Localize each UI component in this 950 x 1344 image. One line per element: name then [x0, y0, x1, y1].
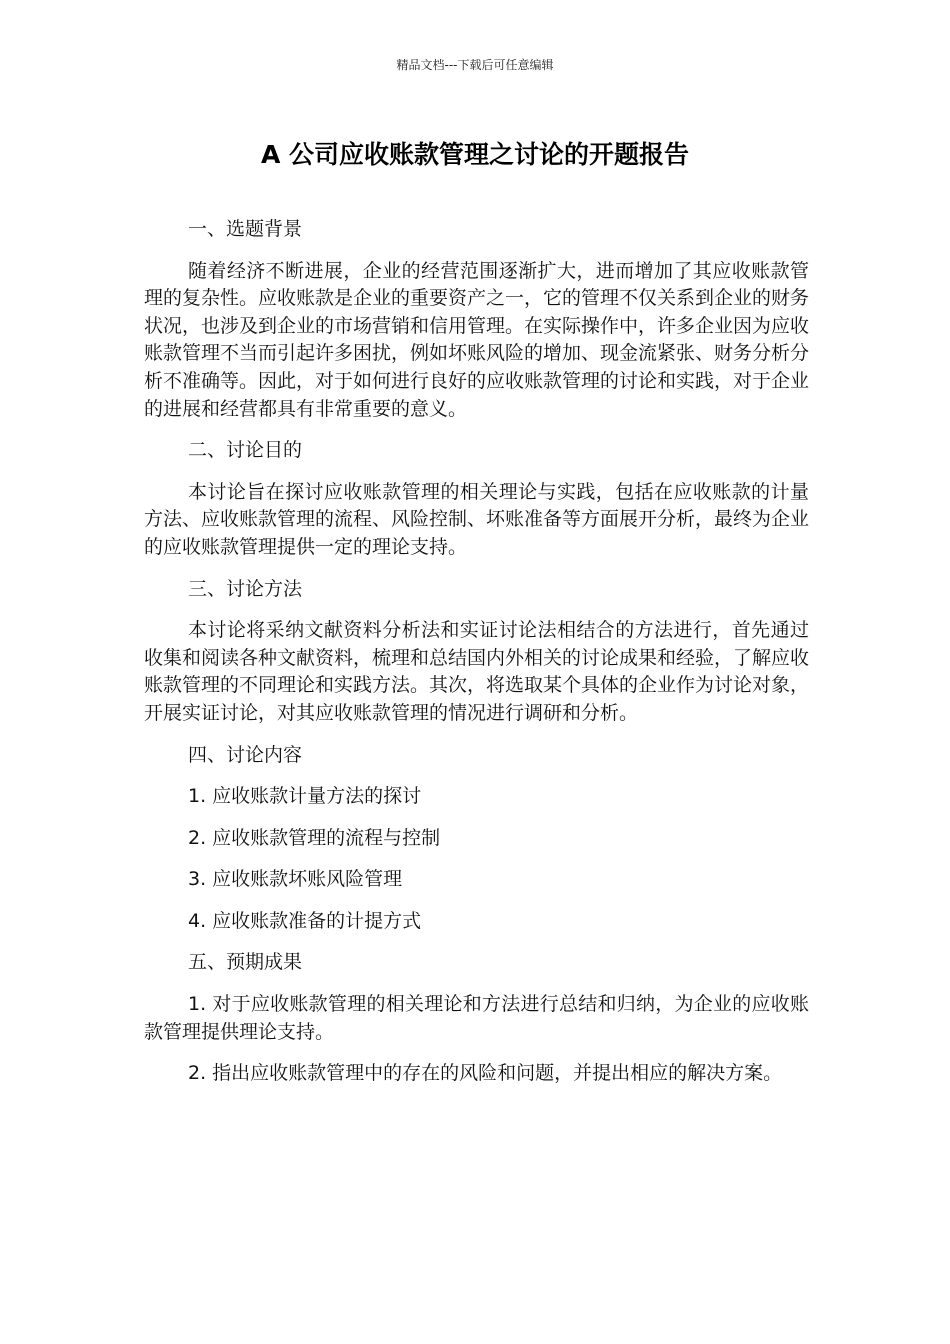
list-item: 2. 应收账款管理的流程与控制	[188, 826, 441, 849]
document-body	[144, 216, 809, 1102]
section-heading-content: 四、讨论内容	[188, 743, 303, 766]
paragraph-background: 随着经济不断进展，企业的经营范围逐渐扩大，进而增加了其应收账款管理的复杂性。应收账款是企业的重要资产之一，它的管理不仅关系到企业的财务状况，也涉及到企业的市场营销和信用管理。在实际操作中，许多企业因为应收账款管理不当而引起许多困扰，例如坏账风险的增加、现金流紧张、财务分析分析不准确等。因此，对于如何进行良好的应收账款管理的讨论和实践，对于企业的进展和经营都具有非常重要的意义。	[144, 259, 810, 420]
header-note: 精品文档---下载后可任意编辑	[396, 58, 554, 72]
document-title: A 公司应收账款管理之讨论的开题报告	[260, 140, 690, 169]
result-item: 2. 指出应收账款管理中的存在的风险和问题，并提出相应的解决方案。	[188, 1062, 783, 1085]
list-item: 1. 应收账款计量方法的探讨	[188, 785, 422, 808]
result-item: 1. 对于应收账款管理的相关理论和方法进行总结和归纳，为企业的应收账款管理提供理论支持。	[144, 993, 809, 1043]
paragraph-purpose: 本讨论旨在探讨应收账款管理的相关理论与实践，包括在应收账款的计量方法、应收账款管理的流程、风险控制、坏账准备等方面展开分析，最终为企业的应收账款管理提供一定的理论支持。	[144, 480, 810, 558]
section-heading-results: 五、预期成果	[188, 951, 303, 974]
list-item: 3. 应收账款坏账风险管理	[188, 868, 403, 891]
section-heading-purpose: 二、讨论目的	[188, 439, 303, 462]
paragraph-method: 本讨论将采纳文献资料分析法和实证讨论法相结合的方法进行，首先通过收集和阅读各种文献资料，梳理和总结国内外相关的讨论成果和经验，了解应收账款管理的不同理论和实践方法。其次，将选取某个具体的企业作为讨论对象，开展实证讨论，对其应收账款管理的情况进行调研和分析。	[144, 619, 810, 724]
section-heading-method: 三、讨论方法	[188, 577, 303, 600]
list-item: 4. 应收账款准备的计提方式	[188, 909, 422, 932]
section-heading-background: 一、选题背景	[188, 218, 303, 240]
